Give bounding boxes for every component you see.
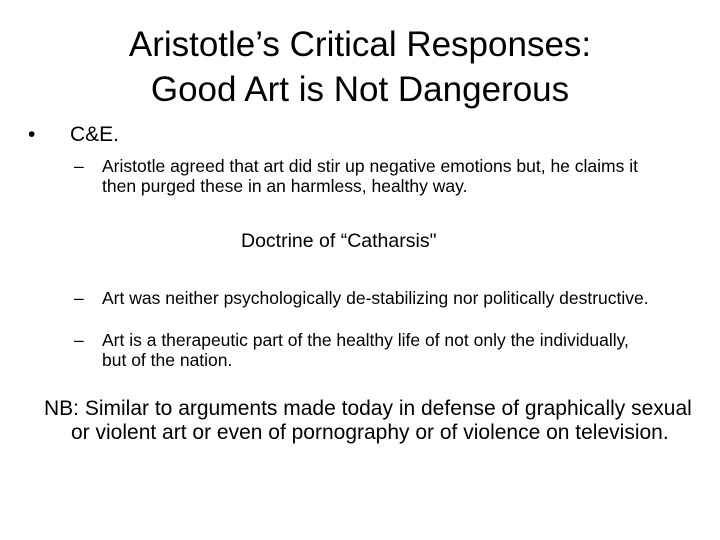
nb-note: NB: Similar to arguments made today in defense of graphically sexual or violent art or even of pornography or of violence on television. xyxy=(44,397,692,444)
sub-point-text: Art is a therapeutic part of the healthy life of not only the individually, but of the nation. xyxy=(102,330,629,370)
sub-point-1 xyxy=(74,156,654,196)
sub-point-marker: – xyxy=(74,330,84,350)
sub-point-3 xyxy=(74,330,654,370)
doctrine-heading: Doctrine of “Catharsis" xyxy=(241,230,437,252)
sub-point-marker: – xyxy=(74,288,84,308)
title-line-2: Good Art is Not Dangerous xyxy=(150,70,570,109)
bullet-marker: • xyxy=(28,123,36,146)
sub-point-text: Art was neither psychologically de-stabilizing nor politically destructive. xyxy=(102,288,649,308)
sub-point-text: Aristotle agreed that art did stir up negative emotions but, he claims it then purged these in an harmless, healthy way. xyxy=(102,156,638,196)
slide-title xyxy=(36,22,684,112)
sub-point-2 xyxy=(74,288,654,308)
bullet-text: C&E. xyxy=(70,123,120,146)
sub-point-marker: – xyxy=(74,156,84,176)
bullet-item xyxy=(28,122,119,148)
title-line-1: Aristotle’s Critical Responses: xyxy=(128,25,592,64)
